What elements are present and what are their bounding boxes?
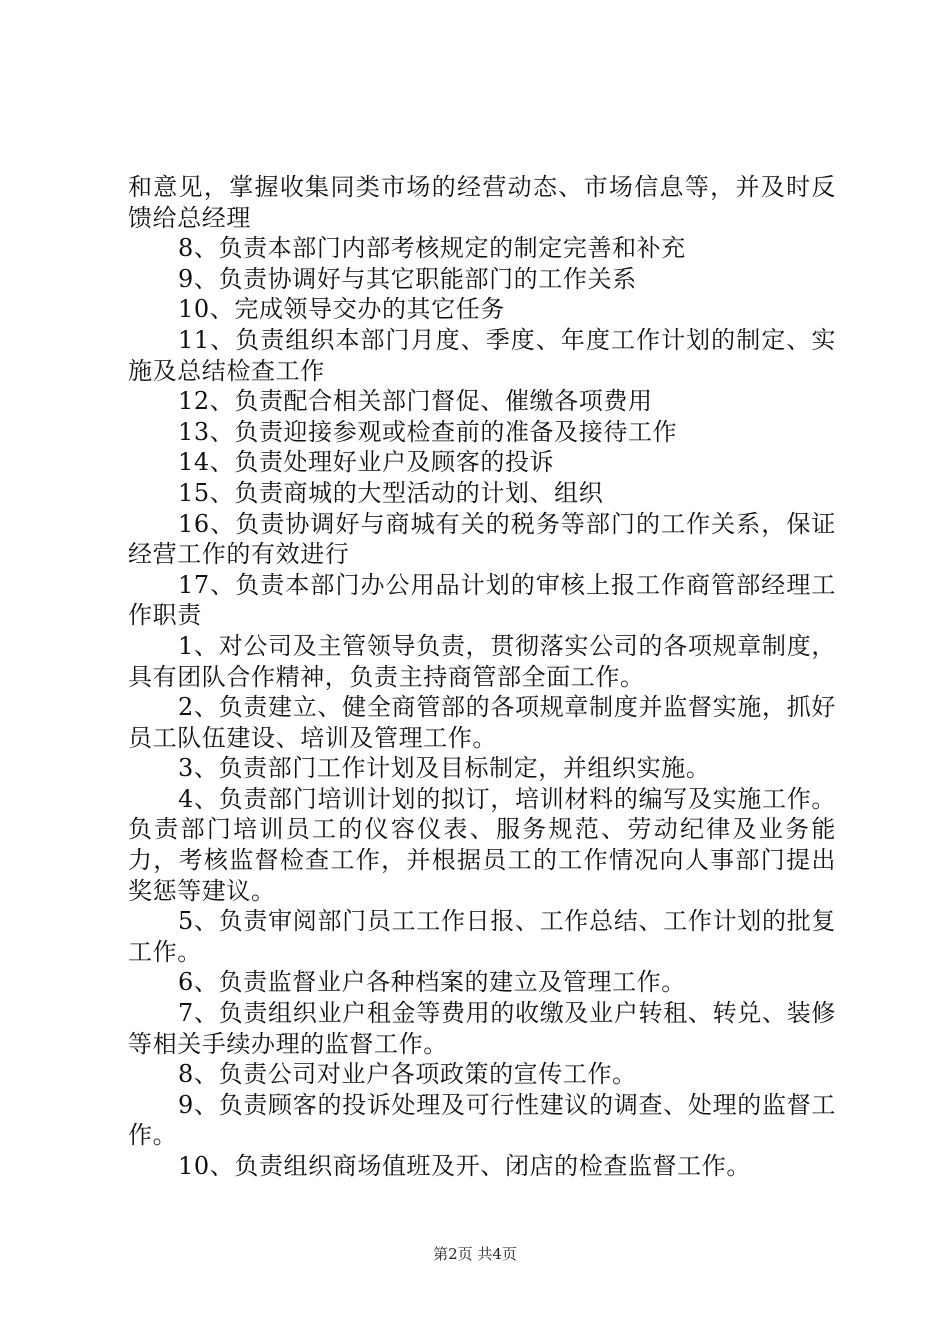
paragraph-item-8: 8、负责本部门内部考核规定的制定完善和补充 [178,234,686,263]
paragraph-item-15: 15、负责商城的大型活动的计划、组织 [178,478,604,507]
manager-duty-6: 6、负责监督业户各种档案的建立及管理工作。 [178,968,686,997]
paragraph-item-12: 12、负责配合相关部门督促、催缴各项费用 [178,387,653,416]
manager-duty-10: 10、负责组织商场值班及开、闭店的检查监督工作。 [178,1152,751,1180]
manager-duty-7: 7、负责组织业户租金等费用的收缴及业户转租、转兑、装修等相关手续办理的监督工作。 [128,999,836,1058]
paragraph-item-11: 11、负责组织本部门月度、季度、年度工作计划的制定、实施及总结检查工作 [128,325,836,385]
paragraph-continuation: 和意见，掌握收集同类市场的经营动态、市场信息等，并及时反馈给总经理 [128,173,836,232]
paragraph-item-14: 14、负责处理好业户及顾客的投诉 [178,448,555,477]
document-body [128,172,836,1182]
manager-duty-9: 9、负责顾客的投诉处理及可行性建议的调查、处理的监督工作。 [128,1090,836,1150]
page-number-footer: 第2页 共4页 [433,1245,517,1263]
paragraph-item-13: 13、负责迎接参观或检查前的准备及接待工作 [178,417,678,446]
manager-duty-3: 3、负责部门工作计划及目标制定，并组织实施。 [178,754,711,783]
manager-duty-2: 2、负责建立、健全商管部的各项规章制度并监督实施，抓好员工队伍建设、培训及管理工作。 [128,693,836,752]
paragraph-item-9: 9、负责协调好与其它职能部门的工作关系 [178,264,637,293]
manager-duty-1: 1、对公司及主管领导负责，贯彻落实公司的各项规章制度，具有团队合作精神，负责主持商管部全面工作。 [128,631,836,691]
manager-duty-5: 5、负责审阅部门员工工作日报、工作总结、工作计划的批复工作。 [128,907,836,966]
paragraph-item-10: 10、完成领导交办的其它任务 [178,295,505,324]
paragraph-item-16: 16、负责协调好与商城有关的税务等部门的工作关系，保证经营工作的有效进行 [128,509,836,569]
paragraph-item-17: 17、负责本部门办公用品计划的审核上报工作商管部经理工作职责 [128,570,836,630]
manager-duty-4: 4、负责部门培训计划的拟订，培训材料的编写及实施工作。负责部门培训员工的仪容仪表、服务规范、劳动纪律及业务能力，考核监督检查工作，并根据员工的工作情况向人事部门提出奖惩等建议。 [128,784,836,905]
manager-duty-8: 8、负责公司对业户各项政策的宣传工作。 [178,1060,637,1089]
